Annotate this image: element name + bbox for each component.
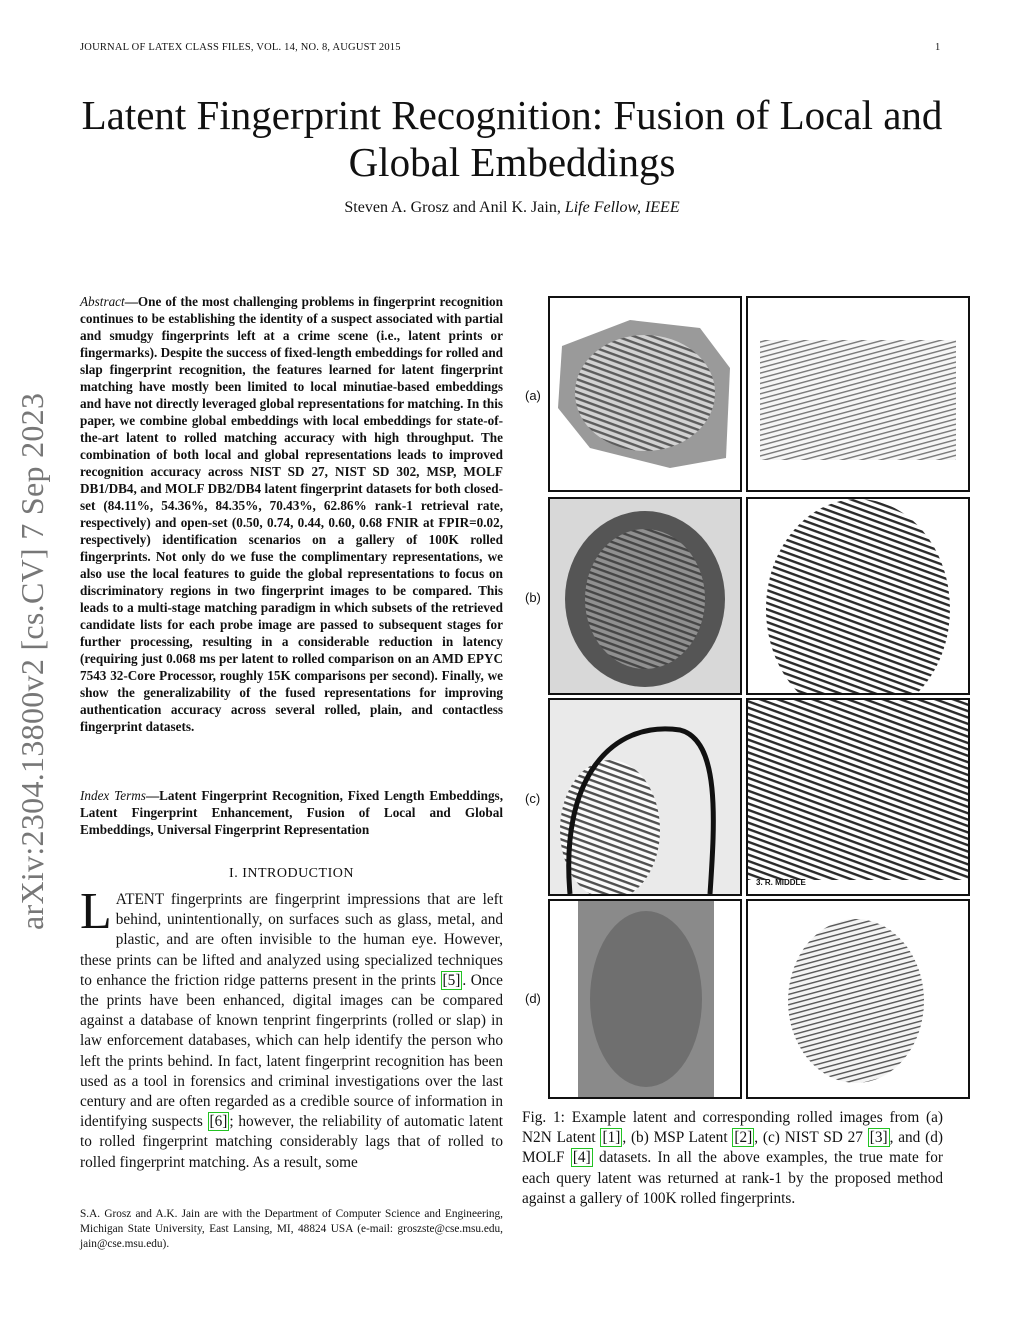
running-header: JOURNAL OF LATEX CLASS FILES, VOL. 14, NO. 8, AUGUST 2015 bbox=[80, 42, 401, 53]
citation-link[interactable]: [3] bbox=[869, 1129, 888, 1147]
latent-image-c bbox=[548, 698, 742, 896]
intro-text-2: . Once the prints have been enhanced, digital images can be compared against a database of known tenprint fingerprints (rolled or slap) in law enforcement databases, which can help identify the person who left the prints behind. In fact, latent fingerprint recognition has been used as a tool in forensics and criminal investigations over the last century and are often regarded as a credible source of information in identifying suspects bbox=[80, 971, 503, 1131]
caption-text-2: , (b) MSP Latent bbox=[622, 1129, 733, 1147]
panel-label-b: (b) bbox=[525, 590, 541, 605]
latent-image-d bbox=[548, 899, 742, 1099]
intro-text-3: ; however, the reliability of automatic latent to rolled fingerprint matching considerably lags that of rolled to rolled fingerprint matching. As a result, some bbox=[80, 1113, 503, 1171]
abstract bbox=[80, 293, 503, 735]
figure-caption bbox=[522, 1108, 943, 1209]
footnote: S.A. Grosz and A.K. Jain are with the Department of Computer Science and Engineering, Michigan State University, East Lansing, MI, 48824 USA (e-mail: groszste@cse.msu.edu, jain@cse.msu.edu). bbox=[80, 1208, 503, 1250]
panel-label-d: (d) bbox=[525, 991, 541, 1006]
abstract-lead: Abstract bbox=[80, 294, 125, 309]
section-heading: I. INTRODUCTION bbox=[229, 866, 354, 881]
caption-text-3: , (c) NIST SD 27 bbox=[754, 1129, 868, 1147]
dropcap: L bbox=[80, 883, 112, 940]
panel-label-c: (c) bbox=[525, 791, 541, 806]
arxiv-stamp: arXiv:2304.13800v2 [cs.CV] 7 Sep 2023 bbox=[14, 392, 50, 930]
citation-link[interactable]: [4] bbox=[572, 1149, 591, 1167]
panel-label-a: (a) bbox=[525, 388, 541, 403]
citation-link[interactable]: [5] bbox=[442, 971, 461, 989]
intro-paragraph bbox=[80, 883, 503, 1173]
intro-text-1: ATENT fingerprints are fingerprint impressions that are left behind, unintentionally, on surfaces such as glass, metal, and plastic, and are often invisible to the human eye. However, these prints can be lifted and analyzed using specialized techniques to enhance the friction ridge patterns present in the prints bbox=[80, 891, 503, 989]
caption-text-4: , and (d) MOLF bbox=[522, 1129, 943, 1167]
paper-title: Latent Fingerprint Recognition: Fusion of Local and Global Embeddings bbox=[81, 92, 943, 185]
citation-link[interactable]: [6] bbox=[209, 1113, 228, 1131]
page-number: 1 bbox=[935, 42, 941, 53]
index-terms-lead: Index Terms bbox=[80, 788, 146, 803]
rolled-image-c bbox=[746, 698, 970, 896]
abstract-text: —One of the most challenging problems in fingerprint recognition continues to be establishing the identity of a suspect associated with partial and smudgy fingerprints left at a crime scene (i.e., latent prints or fingermarks). Despite the success of fixed-length embeddings for rolled and slap fingerprint recognition, the features learned for latent fingerprint matching have mostly been limited to local minutiae-based embeddings and have not directly leveraged global representations for matching. In this paper, we combine global embeddings with local embeddings for state-of-the-art latent to rolled matching accuracy with high throughput. The combination of both local and global representations leads to improved recognition accuracy across NIST SD 27, NIST SD 302, MSP, MOLF DB1/DB4, and MOLF DB2/DB4 latent fingerprint datasets for both closed-set (84.11%, 54.36%, 84.35%, 70.43%, 62.86% rank-1 retrieval rate, respectively) and open-set (0.50, 0.74, 0.44, 0.60, 0.68 FNIR at FPIR=0.02, respectively) identification scenarios on a gallery of 100K rolled fingerprints. Not only do we fuse the complimentary representations, we also use the local features to guide the global representations to focus on discriminatory regions in two fingerprint images to be compared. This leads to a multi-stage matching paradigm in which subsets of the retrieved candidate lists for each probe image are passed to subsequent stages for further processing, resulting in a considerable reduction in latency (requiring just 0.068 ms per latent to rolled comparison on an AMD EPYC 7543 32-Core Processor, roughly 15K comparisons per second). Finally, we show the generalizability of the fused representations for improving authentication accuracy across several rolled, plain, and contactless fingerprint datasets. bbox=[80, 294, 503, 734]
rolled-image-a bbox=[746, 296, 970, 492]
citation-link[interactable]: [2] bbox=[734, 1129, 753, 1147]
citation-link[interactable]: [1] bbox=[602, 1129, 621, 1147]
index-terms-text: —Latent Fingerprint Recognition, Fixed Length Embeddings, Latent Fingerprint Enhancement, Fusion of Local and Global Embeddings, Universal Fingerprint Representation bbox=[80, 788, 503, 837]
caption-text-1: Fig. 1: Example latent and corresponding rolled images from (a) N2N Latent bbox=[522, 1109, 943, 1147]
latent-image-b bbox=[548, 497, 742, 695]
author-line bbox=[60, 199, 964, 217]
rolled-image-b bbox=[746, 497, 970, 695]
author-note: Life Fellow, IEEE bbox=[564, 199, 680, 216]
index-terms bbox=[80, 787, 503, 838]
rolled-image-c-tag: 3. R. MIDDLE bbox=[756, 878, 806, 887]
latent-image-a bbox=[548, 296, 742, 492]
authors: Steven A. Grosz and Anil K. Jain, bbox=[344, 199, 561, 216]
rolled-image-d bbox=[746, 899, 970, 1099]
caption-text-5: datasets. In all the above examples, the true mate for each query latent was returned at rank-1 by the proposed method against a gallery of 100K rolled fingerprints. bbox=[522, 1149, 944, 1207]
